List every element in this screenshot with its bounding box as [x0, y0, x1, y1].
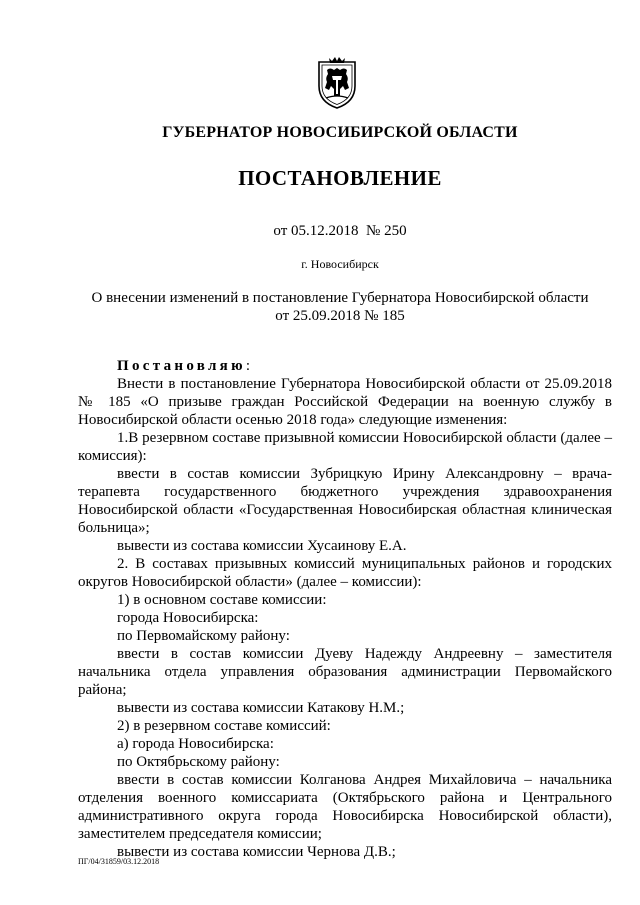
paragraph: Внести в постановление Губернатора Новосибирской области от 25.09.2018 № 185 «О призыве граждан Российской Федерации на военную службу в Новосибирской области осенью 2018 года» следующие изменения:	[78, 376, 612, 428]
coat-of-arms-emblem	[316, 56, 358, 110]
issuer-title: ГУБЕРНАТОР НОВОСИБИРСКОЙ ОБЛАСТИ	[162, 124, 518, 141]
resolve-heading	[78, 357, 612, 375]
paragraph: 2) в резервном составе комиссий:	[117, 718, 331, 734]
paragraph: города Новосибирска:	[117, 610, 259, 626]
paragraph: ввести в состав комиссии Зубрицкую Ирину Александровну – врача-терапевта государственного бюджетного учреждения здравоохранения Новосибирской области «Государственная Новосибирская областная клиническая больница»;	[78, 466, 612, 536]
document-type-title: ПОСТАНОВЛЕНИЕ	[238, 166, 442, 190]
paragraph: ввести в состав комиссии Дуеву Надежду Андреевну – заместителя начальника отдела управления образования администрации Первомайского района;	[78, 646, 612, 698]
city-line: г. Новосибирск	[301, 257, 379, 271]
document-subject	[0, 289, 640, 325]
paragraph: вывести из состава комиссии Чернова Д.В.;	[117, 844, 396, 860]
paragraph: вывести из состава комиссии Хусаинову Е.А.	[117, 538, 407, 554]
document-body	[78, 357, 612, 861]
subject-line-1: О внесении изменений в постановление Губернатора Новосибирской области	[91, 290, 589, 306]
paragraph: 1) в основном составе комиссии:	[117, 592, 327, 608]
paragraph: вывести из состава комиссии Катакову Н.М.;	[117, 700, 405, 716]
date-number-line: от 05.12.2018 № 250	[273, 223, 407, 239]
paragraph: по Первомайскому району:	[117, 628, 290, 644]
resolve-word: Постановляю	[117, 358, 246, 374]
paragraph: ввести в состав комиссии Колганова Андрея Михайловича – начальника отделения военного комиссариата (Октябрьского района и Центрального административного округа города Новосибирска Новосибирской области), заместителем председателя комиссии;	[78, 772, 612, 842]
resolve-colon: :	[245, 358, 251, 374]
subject-line-2: от 25.09.2018 № 185	[275, 308, 405, 324]
paragraph: а) города Новосибирска:	[117, 736, 274, 752]
document-code: ПГ/04/31859/03.12.2018	[78, 857, 160, 866]
paragraph: 1.В резервном составе призывной комиссии Новосибирской области (далее – комиссия):	[78, 430, 612, 464]
paragraph: по Октябрьскому району:	[117, 754, 280, 770]
paragraph: 2. В составах призывных комиссий муниципальных районов и городских округов Новосибирской области» (далее – комиссии):	[78, 556, 612, 590]
